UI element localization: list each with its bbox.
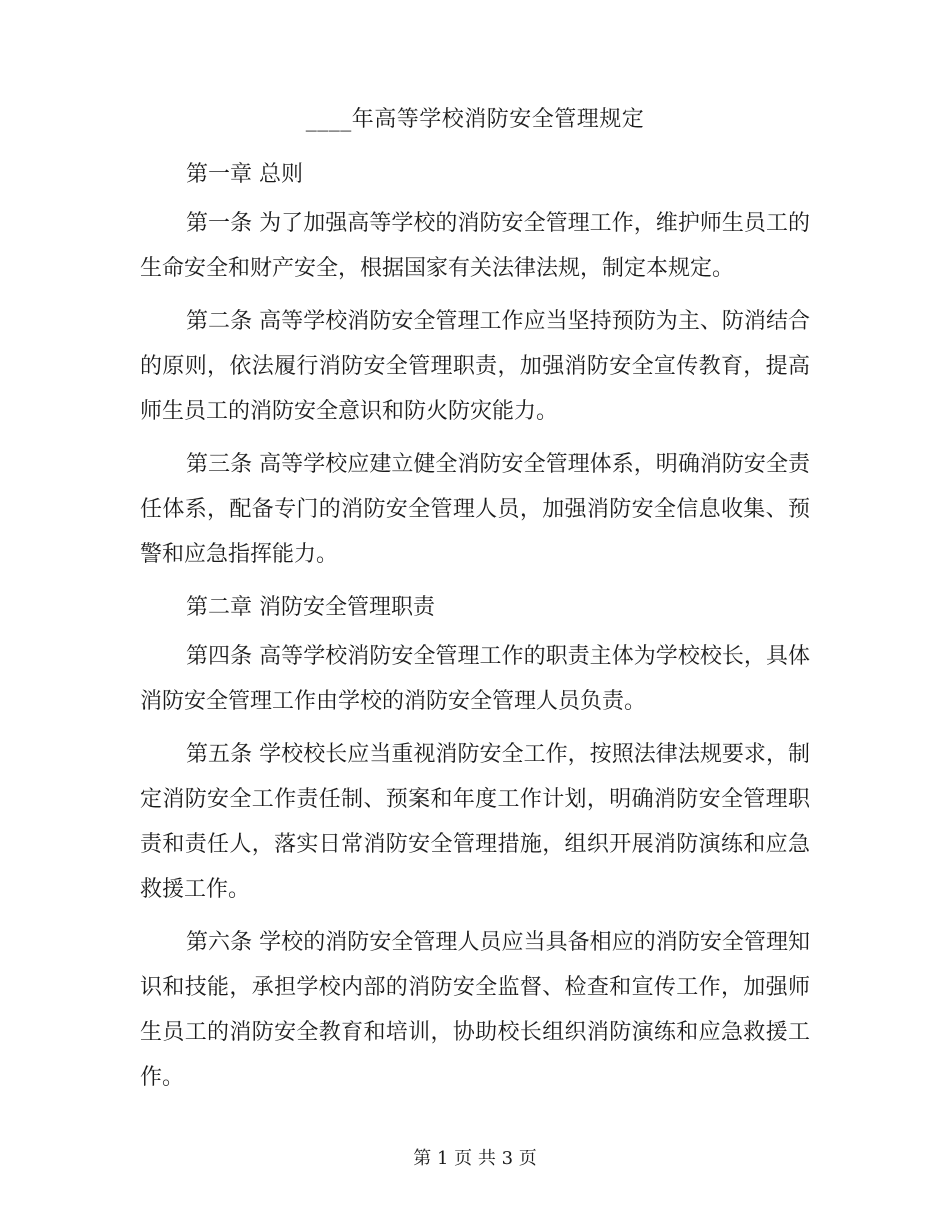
article-1: 第一条 为了加强高等学校的消防安全管理工作，维护师生员工的生命安全和财产安全，根据国家有关法律法规，制定本规定。 bbox=[140, 211, 810, 281]
article-6: 第六条 学校的消防安全管理人员应当具备相应的消防安全管理知识和技能，承担学校内部的消防安全监督、检查和宣传工作，加强师生员工的消防安全教育和培训，协助校长组织消防演练和应急救援工作。 bbox=[140, 930, 810, 1090]
article-3: 第三条 高等学校应建立健全消防安全管理体系，明确消防安全责任体系，配备专门的消防安全管理人员，加强消防安全信息收集、预警和应急指挥能力。 bbox=[140, 452, 810, 567]
article-2: 第二条 高等学校消防安全管理工作应当坚持预防为主、防消结合的原则，依法履行消防安全管理职责，加强消防安全宣传教育，提高师生员工的消防安全意识和防火防灾能力。 bbox=[140, 309, 810, 424]
chapter-heading-2: 第二章 消防安全管理职责 bbox=[186, 595, 435, 620]
chapter-heading-1: 第一章 总则 bbox=[186, 162, 303, 187]
article-4: 第四条 高等学校消防安全管理工作的职责主体为学校校长，具体消防安全管理工作由学校的消防安全管理人员负责。 bbox=[140, 644, 810, 714]
article-5: 第五条 学校校长应当重视消防安全工作，按照法律法规要求，制定消防安全工作责任制、预案和年度工作计划，明确消防安全管理职责和责任人，落实日常消防安全管理措施，组织开展消防演练和应急救援工作。 bbox=[140, 742, 810, 902]
page-footer: 第 1 页 共 3 页 bbox=[413, 1148, 537, 1169]
document-title: ____年高等学校消防安全管理规定 bbox=[305, 107, 645, 132]
document-body bbox=[140, 152, 810, 1108]
